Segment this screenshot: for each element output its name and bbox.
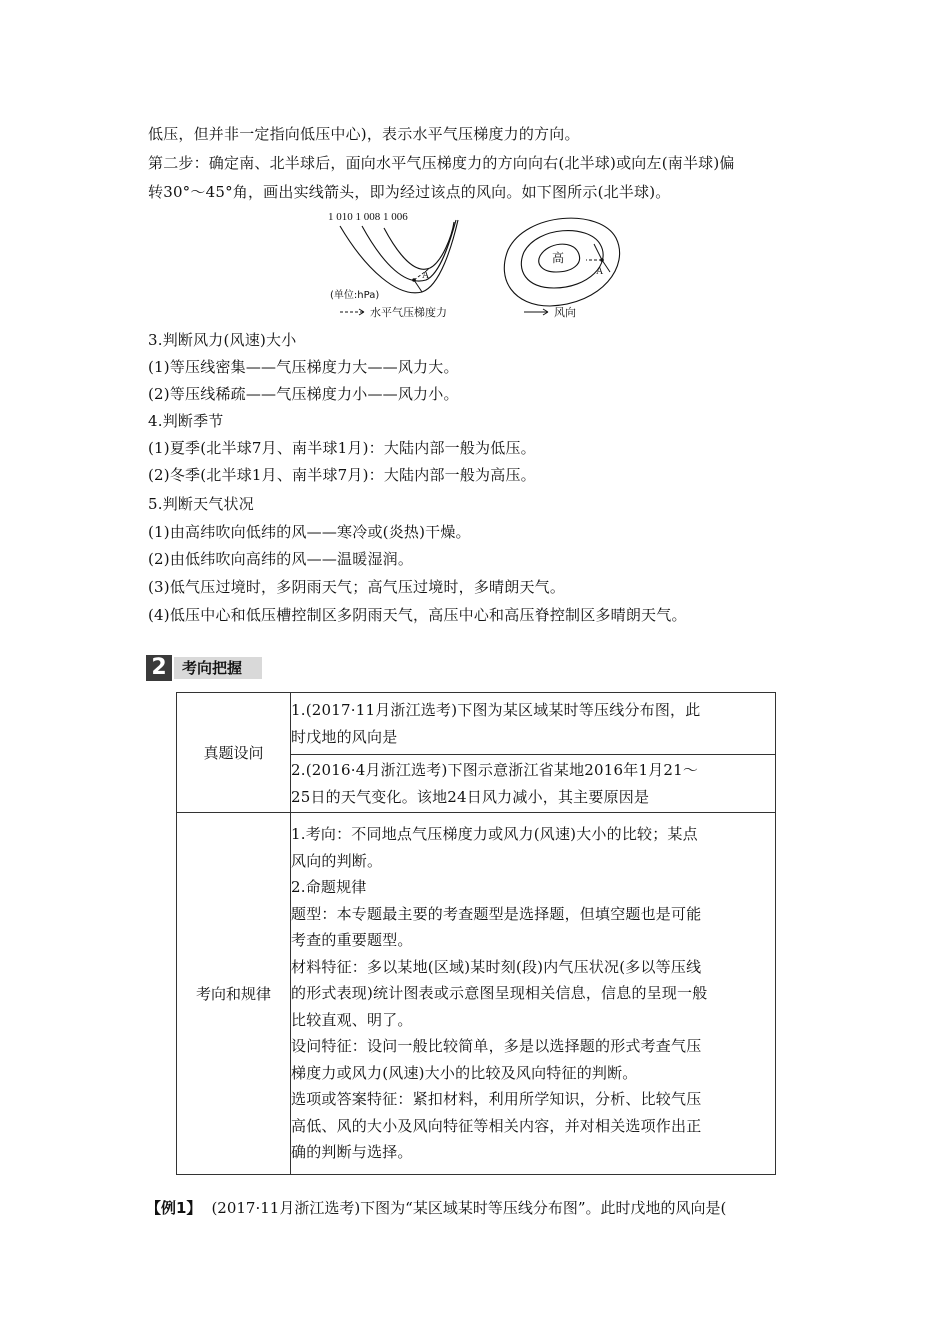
isobar-value-labels: 1 010 1 008 1 006	[328, 211, 408, 223]
question-1-line-2: 时戊地的风向是	[291, 727, 398, 746]
left-point-a	[412, 268, 430, 292]
rule-line: 梯度力或风力(风速)大小的比较及风向特征的判断。	[291, 1063, 638, 1082]
list-line-3: (2)等压线稀疏——气压梯度力小——风力小。	[148, 385, 459, 403]
body-line-2: 第二步：确定南、北半球后，面向水平气压梯度力的方向向右(北半球)或向左(南半球)偏	[148, 154, 735, 172]
rule-line: 高低、风的大小及风向特征等相关内容，并对相关选项作出正	[291, 1116, 702, 1135]
unit-label: (单位:hPa)	[330, 290, 380, 301]
section-title: 考向把握	[182, 659, 243, 677]
rule-line: 确的判断与选择。	[291, 1143, 413, 1162]
list-line-1: 3.判断风力(风速)大小	[148, 331, 297, 349]
rule-line: 的形式表现)统计图表或示意图呈现相关信息，信息的呈现一般	[291, 984, 708, 1003]
rule-line: 材料特征：多以某地(区域)某时刻(段)内气压状况(多以等压线	[291, 957, 702, 976]
table-row	[177, 693, 776, 755]
question-1-line-1: 1.(2017·11月浙江选考)下图为某区域某时等压线分布图，此	[291, 701, 701, 719]
legend-gradient-label: 水平气压梯度力	[370, 306, 447, 319]
row-label-rules: 考向和规律	[177, 813, 291, 1175]
high-pressure-label: 高	[552, 251, 565, 265]
example-text: (2017·11月浙江选考)下图为“某区域某时等压线分布图”。此时戊地的风向是(	[211, 1199, 727, 1217]
exam-direction-table	[176, 692, 776, 1175]
example-tag: 【例1】	[146, 1199, 202, 1217]
question-2-line-1: 2.(2016·4月浙江选考)下图示意浙江省某地2016年1月21～	[291, 761, 699, 779]
rule-line: 设问特征：设问一般比较简单，多是以选择题的形式考查气压	[291, 1037, 702, 1056]
rule-line: 选项或答案特征：紧扣材料，利用所学知识，分析、比较气压	[291, 1090, 702, 1109]
rule-line: 比较直观、明了。	[291, 1010, 413, 1029]
rule-line: 1.考向：不同地点气压梯度力或风力(风速)大小的比较；某点	[291, 825, 698, 844]
list-line-11: (4)低压中心和低压槽控制区多阴雨天气，高压中心和高压脊控制区多晴朗天气。	[148, 606, 687, 624]
list-line-7: 5.判断天气状况	[148, 495, 254, 513]
isobar-wind-diagram	[318, 206, 630, 324]
example-1	[146, 1198, 726, 1218]
point-a-label-right: A	[596, 266, 604, 277]
list-line-2: (1)等压线密集——气压梯度力大——风力大。	[148, 358, 459, 376]
question-2-cell	[291, 755, 776, 813]
list-line-9: (2)由低纬吹向高纬的风——温暖湿润。	[148, 550, 414, 568]
rule-line: 风向的判断。	[291, 851, 383, 870]
list-line-6: (2)冬季(北半球1月、南半球7月)：大陆内部一般为高压。	[148, 466, 536, 484]
list-line-5: (1)夏季(北半球7月、南半球1月)：大陆内部一般为低压。	[148, 439, 536, 457]
list-line-8: (1)由高纬吹向低纬的风——寒冷或(炎热)干燥。	[148, 523, 471, 541]
section-number: 2	[146, 655, 172, 681]
legend-wind-label: 风向	[554, 306, 576, 319]
body-line-1: 低压，但并非一定指向低压中心)，表示水平气压梯度力的方向。	[148, 125, 580, 143]
row-label-questions: 真题设问	[177, 693, 291, 813]
point-a-label-left: A	[422, 270, 430, 281]
low-pressure-isobars	[340, 220, 458, 293]
rule-line: 2.命题规律	[291, 878, 367, 897]
list-line-10: (3)低气压过境时，多阴雨天气；高气压过境时，多晴朗天气。	[148, 578, 566, 596]
table-row	[177, 813, 776, 1175]
figure-legend	[340, 305, 576, 319]
question-1-cell	[291, 693, 776, 755]
right-point-a	[586, 244, 610, 277]
rules-cell	[291, 813, 776, 1175]
body-line-3: 转30°～45°角，画出实线箭头，即为经过该点的风向。如下图所示(北半球)。	[148, 183, 671, 201]
rule-line: 考查的重要题型。	[291, 931, 413, 950]
rule-line: 题型：本专题最主要的考查题型是选择题，但填空题也是可能	[291, 904, 702, 923]
question-2-line-2: 25日的天气变化。该地24日风力减小，其主要原因是	[291, 787, 650, 806]
list-line-4: 4.判断季节	[148, 412, 224, 430]
